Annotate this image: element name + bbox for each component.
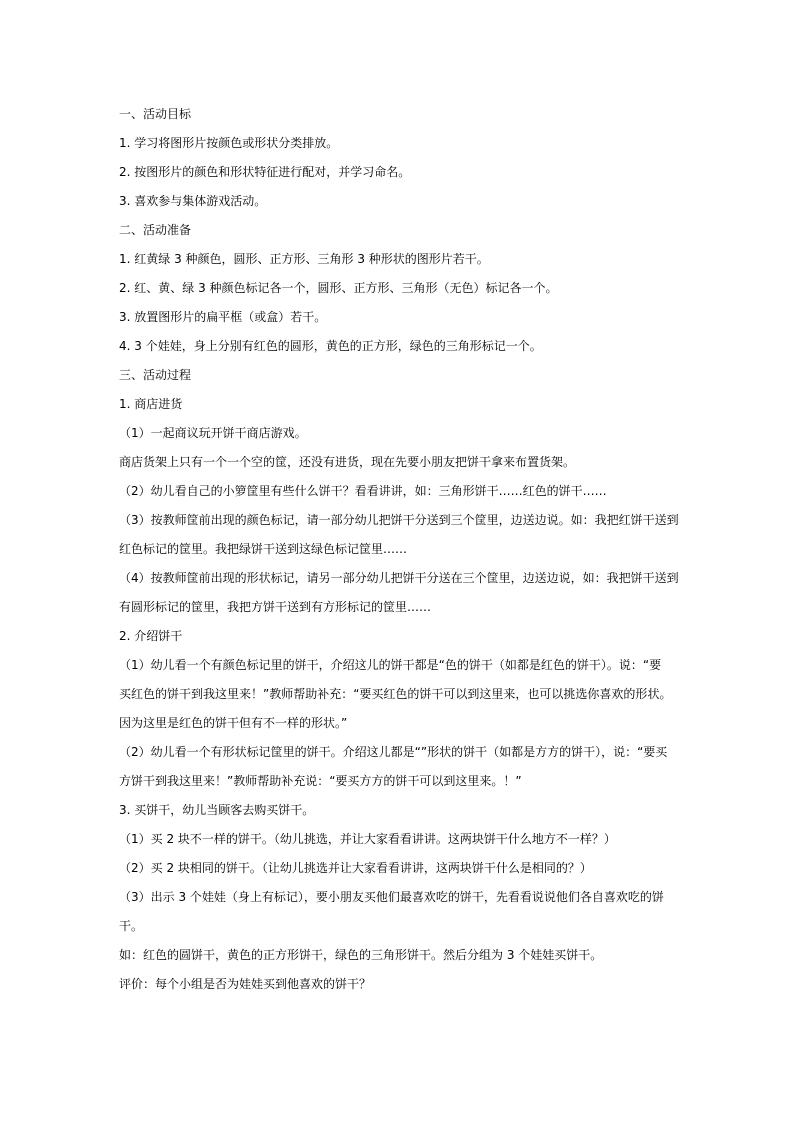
heading-activity-goals: 一、活动目标	[119, 107, 192, 121]
paragraph-line: （2）幼儿看一个有形状标记筐里的饼干。介绍这儿都是“”形状的饼干（如都是方方的饼干），说：“要买	[119, 745, 668, 759]
paragraph-line: （1）一起商议玩开饼干商店游戏。	[119, 426, 307, 440]
goal-item-3: 3. 喜欢参与集体游戏活动。	[119, 194, 267, 208]
paragraph-line: （1）幼儿看一个有颜色标记里的饼干，介绍这儿的饼干都是“色的饼干（如都是红色的饼干）。说：“要	[119, 658, 662, 672]
document-body	[119, 100, 679, 999]
process-step-3-title: 3. 买饼干，幼儿当顾客去购买饼干。	[119, 803, 315, 817]
paragraph-line: （3）出示 3 个娃娃（身上有标记），要小朋友买他们最喜欢吃的饼干，先看看说说他们各自喜欢吃的饼	[119, 890, 664, 904]
paragraph-line: 有圆形标记的筐里，我把方饼干送到有方形标记的筐里……	[119, 600, 432, 614]
paragraph-line: （2）幼儿看自己的小箩筐里有些什么饼干？看看讲讲，如：三角形饼干……红色的饼干……	[119, 484, 607, 498]
paragraph-line: 方饼干到我这里来！”教师帮助补充说：“要买方方的饼干可以到这里来。！”	[119, 774, 522, 788]
paragraph-line: 如：红色的圆饼干，黄色的正方形饼干，绿色的三角形饼干。然后分组为 3 个娃娃买饼干。	[119, 948, 603, 962]
paragraph-line: 红色标记的筐里。我把绿饼干送到这绿色标记筐里……	[119, 542, 408, 556]
prep-item-3: 3. 放置图形片的扁平框（或盒）若干。	[119, 310, 327, 324]
paragraph-line: 商店货架上只有一个一个空的筐，还没有进货，现在先要小朋友把饼干拿来布置货架。	[119, 455, 576, 469]
paragraph-line: （3）按教师筐前出现的颜色标记，请一部分幼儿把饼干分送到三个筐里，边送边说。如：我把红饼干送到	[119, 513, 679, 527]
prep-item-2: 2. 红、黄、绿 3 种颜色标记各一个，圆形、正方形、三角形（无色）标记各一个。	[119, 281, 558, 295]
process-step-1-title: 1. 商店进货	[119, 397, 183, 411]
process-step-2-title: 2. 介绍饼干	[119, 629, 183, 643]
heading-activity-preparation: 二、活动准备	[119, 223, 192, 237]
paragraph-line: 干。	[119, 919, 144, 933]
paragraph-line: （1）买 2 块不一样的饼干。（幼儿挑选，并让大家看看讲讲。这两块饼干什么地方不一样？）	[119, 832, 616, 846]
heading-activity-process: 三、活动过程	[119, 368, 192, 382]
paragraph-line: （4）按教师筐前出现的形状标记，请另一部分幼儿把饼干分送在三个筐里，边送边说，如：我把饼干送到	[119, 571, 679, 585]
paragraph-line: 买红色的饼干到我这里来！”教师帮助补充：“要买红色的饼干可以到这里来，也可以挑选你喜欢的形状。	[119, 687, 672, 701]
goal-item-1: 1. 学习将图形片按颜色或形状分类排放。	[119, 136, 339, 150]
paragraph-line: 因为这里是红色的饼干但有不一样的形状。”	[119, 716, 348, 730]
evaluation-line: 评价：每个小组是否为娃娃买到他喜欢的饼干？	[119, 977, 372, 991]
prep-item-4: 4. 3 个娃娃，身上分别有红色的圆形，黄色的正方形，绿色的三角形标记一个。	[119, 339, 542, 353]
paragraph-line: （2）买 2 块相同的饼干。（让幼儿挑选并让大家看看讲讲，这两块饼干什么是相同的？）	[119, 861, 592, 875]
goal-item-2: 2. 按图形片的颜色和形状特征进行配对，并学习命名。	[119, 165, 411, 179]
prep-item-1: 1. 红黄绿 3 种颜色，圆形、正方形、三角形 3 种形状的图形片若干。	[119, 252, 489, 266]
